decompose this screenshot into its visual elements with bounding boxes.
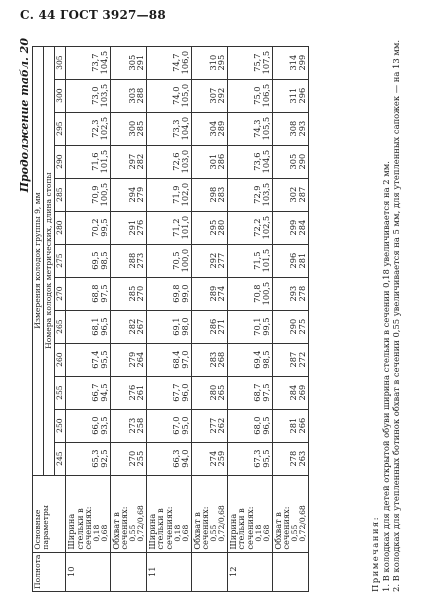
- value-cell: 71,2 101,0: [146, 211, 191, 244]
- value-cell: 72,9 103,5: [227, 178, 272, 211]
- row-position: 11: [146, 552, 191, 591]
- value-cell: 70,2 99,5: [65, 211, 110, 244]
- value-cell: 304 289: [191, 112, 227, 145]
- value-cell: 70,1 99,5: [227, 310, 272, 343]
- data-table: [32, 46, 309, 592]
- value-cell: 72,6 103,0: [146, 145, 191, 178]
- value-cell: 68,7 97,5: [227, 376, 272, 409]
- value-cell: 287 272: [272, 343, 308, 376]
- section-label: 0,18: [91, 524, 101, 542]
- parameter-title: Ширина стельки в сечениях:: [65, 506, 94, 550]
- notes: [370, 32, 402, 592]
- value-cell: 66,7 94,5: [65, 376, 110, 409]
- size-header: 265: [54, 310, 65, 343]
- section-label: 0,18: [253, 524, 263, 542]
- value-cell: 277 262: [191, 409, 227, 442]
- row-position: [191, 552, 227, 591]
- size-header: 260: [54, 343, 65, 376]
- value-cell: 276 261: [110, 376, 146, 409]
- subgroup-header: Номера колодок метрических, длина стопы: [43, 46, 54, 475]
- value-cell: 68,4 97,0: [146, 343, 191, 376]
- value-cell: 301 286: [191, 145, 227, 178]
- value-cell: 65,3 92,5: [65, 442, 110, 475]
- value-cell: 73,6 104,5: [227, 145, 272, 178]
- section-label: 0,68: [261, 524, 271, 542]
- section-label: 0,68: [99, 524, 109, 542]
- size-header: 245: [54, 442, 65, 475]
- value-cell: 302 287: [272, 178, 308, 211]
- page-header: С. 44 ГОСТ 3927—88: [20, 8, 166, 22]
- value-cell: 71,5 101,5: [227, 244, 272, 277]
- value-cell: 68,1 96,5: [65, 310, 110, 343]
- table-row: [110, 46, 146, 591]
- parameter-title: Ширина стельки в сечениях:: [227, 506, 255, 550]
- value-cell: 70,8 100,5: [227, 277, 272, 310]
- value-cell: 286 271: [191, 310, 227, 343]
- value-cell: 69,1 98,0: [146, 310, 191, 343]
- value-cell: 75,0 106,5: [227, 79, 272, 112]
- value-cell: 273 258: [110, 409, 146, 442]
- table-row: [227, 46, 272, 591]
- value-cell: 71,6 101,5: [65, 145, 110, 178]
- notes-title: Примечания:: [370, 515, 380, 592]
- value-cell: 291 276: [110, 211, 146, 244]
- value-cell: 282 267: [110, 310, 146, 343]
- value-cell: 278 263: [272, 442, 308, 475]
- value-cell: 71,9 102,0: [146, 178, 191, 211]
- value-cell: 74,0 105,0: [146, 79, 191, 112]
- section-label: 0,72/0,68: [216, 505, 226, 542]
- row-position: [110, 552, 146, 591]
- col-header-pos: Полнота: [33, 552, 66, 591]
- section-label: 0,55: [289, 524, 299, 542]
- value-cell: 73,3 104,0: [146, 112, 191, 145]
- value-cell: 284 269: [272, 376, 308, 409]
- note-2: 2. В колодках для утепленных ботинок обхват в сечении 0,55 увеличивается на 5 мм, для утепленных сапожек — на 13 мм.: [391, 39, 401, 592]
- value-cell: 72,3 102,5: [65, 112, 110, 145]
- row-parameter: [191, 475, 227, 552]
- value-cell: 299 284: [272, 211, 308, 244]
- table-caption: Продолжение табл. 20: [18, 38, 31, 193]
- parameter-title: Обхват в сечениях:: [272, 506, 292, 550]
- value-cell: 311 296: [272, 79, 308, 112]
- col-header-param: Основные параметры: [33, 475, 66, 552]
- value-cell: 296 281: [272, 244, 308, 277]
- row-position: [272, 552, 308, 591]
- size-header: 305: [54, 46, 65, 79]
- value-cell: 70,9 100,5: [65, 178, 110, 211]
- size-header: 285: [54, 178, 65, 211]
- value-cell: 283 268: [191, 343, 227, 376]
- value-cell: 288 273: [110, 244, 146, 277]
- value-cell: 289 274: [191, 277, 227, 310]
- parameter-title: Обхват в сечениях:: [191, 506, 211, 550]
- parameter-title: Ширина стельки в сечениях:: [146, 506, 175, 550]
- size-header: 250: [54, 409, 65, 442]
- value-cell: 73,7 104,5: [65, 46, 110, 79]
- value-cell: 67,7 96,0: [146, 376, 191, 409]
- value-cell: 307 292: [191, 79, 227, 112]
- value-cell: 66,0 93,5: [65, 409, 110, 442]
- value-cell: 300 285: [110, 112, 146, 145]
- size-header: 290: [54, 145, 65, 178]
- table-row: [191, 46, 227, 591]
- value-cell: 280 265: [191, 376, 227, 409]
- value-cell: 72,2 102,5: [227, 211, 272, 244]
- section-label: 0,55: [208, 524, 218, 542]
- table-row: [272, 46, 308, 591]
- size-header: 270: [54, 277, 65, 310]
- size-header: 280: [54, 211, 65, 244]
- section-label: 0,18: [172, 524, 182, 542]
- value-cell: 310 295: [191, 46, 227, 79]
- value-cell: 69,8 99,0: [146, 277, 191, 310]
- section-label: 0,72/0,68: [297, 505, 307, 542]
- value-cell: 295 280: [191, 211, 227, 244]
- size-header: 255: [54, 376, 65, 409]
- value-cell: 66,3 94,0: [146, 442, 191, 475]
- value-cell: 274 259: [191, 442, 227, 475]
- value-cell: 314 299: [272, 46, 308, 79]
- value-cell: 290 275: [272, 310, 308, 343]
- table-row: [65, 46, 110, 591]
- row-parameter: [146, 475, 191, 552]
- value-cell: 67,4 95,5: [65, 343, 110, 376]
- section-label: 0,68: [180, 524, 190, 542]
- row-parameter: [65, 475, 110, 552]
- size-header: 300: [54, 79, 65, 112]
- parameter-title: Обхват в сечениях:: [110, 506, 130, 550]
- value-cell: 303 288: [110, 79, 146, 112]
- value-cell: 67,0 95,0: [146, 409, 191, 442]
- value-cell: 285 270: [110, 277, 146, 310]
- value-cell: 70,5 100,0: [146, 244, 191, 277]
- value-cell: 305 291: [110, 46, 146, 79]
- section-label: 0,55: [127, 524, 137, 542]
- value-cell: 73,0 103,5: [65, 79, 110, 112]
- row-parameter: [110, 475, 146, 552]
- value-cell: 308 293: [272, 112, 308, 145]
- value-cell: 293 278: [272, 277, 308, 310]
- table-body: [65, 46, 308, 591]
- group-header: Измерения колодок группы 9, мм: [33, 46, 44, 475]
- section-label: 0,72/0,68: [135, 505, 145, 542]
- rotated-table-area: [18, 32, 413, 592]
- value-cell: 292 277: [191, 244, 227, 277]
- value-cell: 298 283: [191, 178, 227, 211]
- value-cell: 305 290: [272, 145, 308, 178]
- value-cell: 75,7 107,5: [227, 46, 272, 79]
- value-cell: 68,8 97,5: [65, 277, 110, 310]
- size-header: 275: [54, 244, 65, 277]
- table-row: [146, 46, 191, 591]
- value-cell: 69,5 98,5: [65, 244, 110, 277]
- value-cell: 281 266: [272, 409, 308, 442]
- value-cell: 294 279: [110, 178, 146, 211]
- row-position: 10: [65, 552, 110, 591]
- value-cell: 297 282: [110, 145, 146, 178]
- value-cell: 74,7 106,0: [146, 46, 191, 79]
- value-cell: 68,0 96,5: [227, 409, 272, 442]
- value-cell: 74,3 105,5: [227, 112, 272, 145]
- value-cell: 69,4 98,5: [227, 343, 272, 376]
- note-1: 1. В колодках для детей открытой обуви ширина стельки в сечении 0,18 увеличивается на 2 мм.: [380, 161, 391, 592]
- row-position: 12: [227, 552, 272, 591]
- row-parameter: [272, 475, 308, 552]
- value-cell: 270 255: [110, 442, 146, 475]
- size-header: 295: [54, 112, 65, 145]
- value-cell: 279 264: [110, 343, 146, 376]
- value-cell: 67,3 95,5: [227, 442, 272, 475]
- row-parameter: [227, 475, 272, 552]
